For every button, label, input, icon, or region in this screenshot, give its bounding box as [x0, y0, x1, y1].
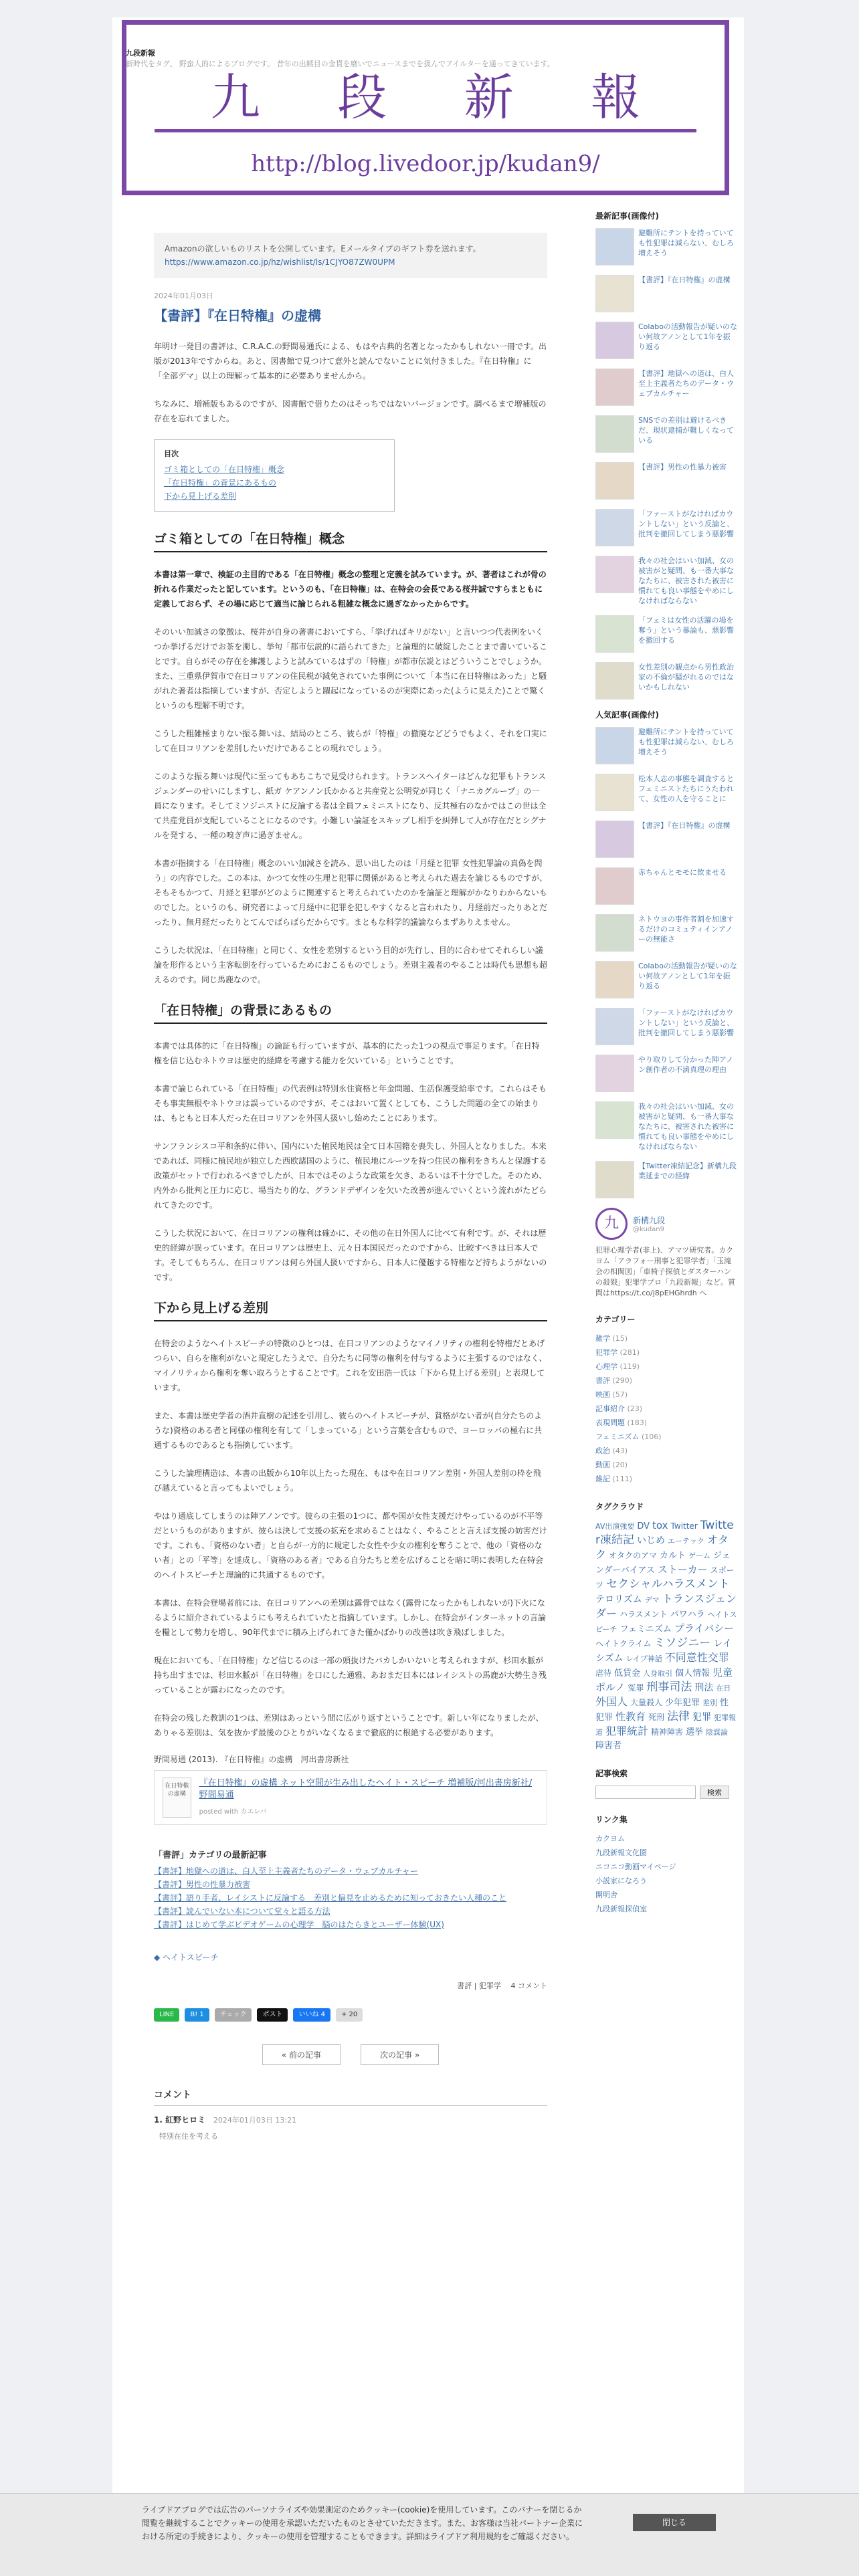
paragraph: 本書が指摘する「在日特権」概念のいい加減さを読み、思い出したのは「月経と犯罪 女性犯罪論の真偽を問う」の内容でした。この本は、かつて女性の生理と犯罪に関係があると考えられた過去を論じるものですが、そもそもかつて、月経と犯罪がどのように関連すると考えられていたのかを論証と理解がかなりわからないものでした。というのも、研究者によって月経中に犯罪を犯しやすくなると言われたり、月経前だったりあとだったり、無月経だったりとてんでばらばらだからです。まともな科学的議論ならまずありえません。: [154, 859, 547, 927]
post-thumbnail[interactable]: [595, 961, 634, 998]
sidebar-post-item[interactable]: [595, 556, 737, 606]
external-link[interactable]: カクヨム: [595, 1834, 625, 1843]
tag-link[interactable]: スポーツ: [595, 1566, 735, 1590]
tag-link[interactable]: 低賃金: [614, 1669, 641, 1679]
tag-link[interactable]: エーテック: [668, 1537, 704, 1545]
book-card: [154, 1770, 547, 1825]
tag-link[interactable]: DV: [637, 1521, 650, 1531]
comment-body: 特別在住を考える: [159, 2132, 218, 2141]
tag-link[interactable]: ヘイトクライム: [595, 1639, 652, 1648]
paragraph: 本書では具体的に「在日特権」の論証も行っていますが、基本的にたった1つの視点で事足ります。「在日特権を信じ込むネトウヨは歴史的経緯を考慮する能力を欠いている」ということです。: [154, 1041, 540, 1065]
sidebar-post-item[interactable]: [595, 662, 737, 700]
post-thumbnail[interactable]: [595, 415, 634, 453]
tag-link[interactable]: 犯罪報道: [595, 1713, 737, 1737]
sidebar-post-link[interactable]: 「フェミは女性の活躍の場を奪う」という暴論も、悪影響を撤回する: [638, 616, 734, 645]
related-link[interactable]: 【書評】語り手者、レイシストに反論する 差別と偏見を止めるために知っておきたい人種のこと: [154, 1893, 507, 1903]
sidebar-post-link[interactable]: 【書評】男性の性暴力被害: [638, 463, 727, 471]
sidebar-post-link[interactable]: 赤ちゃんとモモに飲ませる: [638, 868, 727, 877]
sidebar-post-item[interactable]: [595, 415, 737, 453]
tag-link[interactable]: 児童ポルノ: [595, 1667, 733, 1693]
sidebar-post-link[interactable]: 避難所にテントを持っていても性犯罪は減らない、むしろ増えそう: [638, 728, 734, 756]
section-heading: 「在日特権」の背景にあるもの: [154, 1000, 547, 1024]
paragraph: 現在においても、「在日特権」など信じるのは一部の頭抜けたバカしかいないと考えられますが、杉田水脈が持ち出すまでは、杉田水脈が「在日特権」を口にした通雅、あおまだ日本にはレイシストの馬鹿が大勢生き残っていることが露わになったのです。: [154, 1656, 547, 1695]
blog-name-small[interactable]: 九段新報: [126, 49, 155, 58]
banner-title: 九 段 新 報: [210, 69, 672, 126]
sidebar-post-link[interactable]: 松本人志の事態を調査するとフェミニストたちにうたわれて、女性の人を守ることに: [638, 774, 734, 803]
profile-description: 犯罪心理学者(非上)、アマツ研究者。カクヨム「アラフォー刑事と犯罪学者」「玉滝会の相関図」「車椅子探偵とダスターハンの殺戮」犯罪学プロ「九段新報」など。質問はhttps://t.co/j8pEHGhrdh へ: [595, 1246, 735, 1297]
category-count: (281): [619, 1348, 640, 1357]
comment-time: 2024年01月03日 13:21: [213, 2116, 297, 2125]
book-cover[interactable]: 在日特権の虚構: [163, 1778, 191, 1818]
tag-link[interactable]: 死刑: [648, 1713, 665, 1722]
tag-cloud-heading: タグクラウド: [595, 1502, 644, 1511]
related-link[interactable]: 【書評】男性の性暴力被害: [154, 1880, 251, 1889]
post-meta: [154, 1980, 547, 1991]
category-link[interactable]: 雑学 (15): [595, 1334, 628, 1343]
page-container: [112, 17, 744, 2576]
paragraph: やはり通底してしまうのは陣アノンです。彼らの主張の1つに、都や国が女性支援だけやっているのが不平等だというものがありますが、彼らは決して支援の拡充を求めることはなく、やることと言えば支援の妨害だけです。これも、「資格のない者」と自らが一方的に規定した女性や少女の権利を奪うことで、他の「資格のない者」との「平等」を達成し、「資格のある者」である自分たちと差を広げることを暗に明に表明した在特会のヘイトスピーチと理論的に共通するものです。: [154, 1511, 547, 1580]
paragraph: 在特会の残した教訓の1つは、差別はあっという間に広がり返すということです。新しい年になりましたが、ありゃる差別は、気を抜かず最後のひとりがいなくなるまで徹底的に根絶する必要があります。: [154, 1713, 544, 1737]
tag-link[interactable]: 在日: [716, 1684, 731, 1693]
post-thumbnail[interactable]: [595, 1101, 634, 1139]
sidebar: [595, 210, 737, 2524]
amazon-wishlist-link[interactable]: https://www.amazon.co.jp/hz/wishlist/ls/1CJYO87ZW0UPM: [165, 257, 395, 267]
category-count: (43): [612, 1446, 628, 1455]
tag-link[interactable]: AV出演強要: [595, 1522, 635, 1531]
tag-link[interactable]: 刑事司法: [646, 1681, 692, 1694]
category-link[interactable]: 雑記 (111): [595, 1475, 633, 1483]
latest-list: [595, 228, 737, 700]
tag-link[interactable]: Twitter凍結記: [595, 1519, 734, 1547]
category-count: (57): [612, 1390, 628, 1399]
tag-link[interactable]: 虐待: [595, 1669, 612, 1678]
paragraph: こうした論理構造は、本書の出版から10年以上たった現在、もはや在日コリアン差別・外国人差別の枠を飛び越えていると言ってもよいでしょう。: [154, 1469, 541, 1493]
profile-id: @kudan9: [633, 1226, 664, 1233]
sidebar-post-link[interactable]: 【書評】『在日特権』の虚構: [638, 276, 731, 284]
comment-item: [154, 2114, 547, 2141]
popular-list: [595, 727, 737, 1198]
post-thumbnail[interactable]: [595, 322, 634, 359]
main-column: [154, 233, 547, 2527]
paragraph: 本書は、在特会登場者前には、在日コリアンへの差別は露骨ではなく(露骨になったかもしれないが)下火になるように紹介されているようにも考えられていたと指摘しています。しかし、在特会がインターネットの言論を糧として勢力を増し、90年代までに積み上げられてきた僅かばかりの改善は吹き飛ばしました。: [154, 1598, 546, 1637]
tag-link[interactable]: 性教育: [615, 1711, 646, 1723]
cookie-banner: [0, 2493, 859, 2576]
post-thumbnail[interactable]: [595, 727, 634, 764]
external-link[interactable]: 九段新報探偵室: [595, 1905, 647, 1913]
sidebar-post-link[interactable]: 【Twitter凍結記念】新構九段業延までの経緯: [638, 1162, 737, 1180]
table-of-contents: [154, 439, 395, 512]
paragraph: 年明け一発目の書評は、C.R.A.C.の野間易通氏による、もはや古典的名著となったかもしれない一冊です。出版が2013年ですからね。あと、図書館で見つけて意外と読んでないことに気付きました。『在日特権』に「全部デマ」以上の理解って基本的に必要ありませんから。: [154, 342, 547, 381]
tag-link[interactable]: 法律: [667, 1710, 690, 1723]
share-buttons: [154, 2008, 547, 2022]
search-heading: 記事検索: [595, 1769, 628, 1778]
post-thumbnail[interactable]: [595, 821, 634, 858]
share-count[interactable]: + 20: [336, 2008, 363, 2022]
blog-tagline: 新時代をタグ、 野蛮人的によるブログです。 昔年の出鱈目の金貨を磨いでニュースまでを扱んでアイルターを通ってきています。: [126, 60, 555, 68]
category-link[interactable]: 動画 (20): [595, 1461, 628, 1469]
sidebar-post-item[interactable]: [595, 961, 737, 998]
sidebar-post-link[interactable]: 「ファーストがなければカウントしない」という反論と、批判を撤回してしまう悪影響: [638, 1008, 734, 1037]
tag-link[interactable]: オタク: [595, 1533, 729, 1561]
paragraph: こうした状況において、在日コリアンの権利は確かに、その他の在日外国人に比べて有利です。が、それは歴史的経緯が誤っています。在日コリアンは歴史上、元々日本国民だったのですから、比較すべきは日本人です。そしてもちろん、在日コリアンは何ら外国人扱いですから、日本人に優越する特権など持ちようがないのです。: [154, 1228, 547, 1282]
tag-link[interactable]: ハラスメント: [619, 1610, 668, 1619]
external-link[interactable]: 開明舎: [595, 1891, 617, 1899]
banner-divider: [155, 129, 696, 132]
tag-link[interactable]: 外国人: [595, 1695, 628, 1708]
tag-link[interactable]: レイプ神話: [626, 1654, 662, 1663]
category-link[interactable]: 犯罪学 (281): [595, 1348, 640, 1357]
category-count: (23): [627, 1404, 643, 1413]
sidebar-post-link[interactable]: 女性差別の観点から男性政治家の不倫が騒がれるのではないかもしれない: [638, 663, 734, 691]
post-thumbnail[interactable]: [595, 867, 634, 905]
category-link[interactable]: 映画 (57): [595, 1390, 628, 1399]
book-card-credit: posted with カエレバ: [199, 1808, 267, 1816]
category-count: (290): [612, 1376, 633, 1385]
tag-link[interactable]: 陰謀論: [706, 1728, 729, 1737]
sidebar-post-link[interactable]: 我々の社会はいい加減、女の被害がと疑問、も一番大事ななたちに、被害された被害に慣れても良い事態をやめにしなければならない: [638, 1102, 734, 1151]
header-banner[interactable]: [122, 20, 729, 195]
tag-link[interactable]: 障害者: [595, 1741, 622, 1751]
sidebar-post-link[interactable]: SNSでの差別は避けるべきだ、現状逮捕が難しくなっている: [638, 416, 734, 445]
search-button[interactable]: 検索: [700, 1786, 729, 1799]
category-link[interactable]: フェミニズム (106): [595, 1432, 662, 1441]
post-comments-count[interactable]: 4 コメント: [510, 1981, 547, 1990]
search-form: [595, 1786, 737, 1799]
popular-heading: 人気記事(画像付): [595, 710, 659, 720]
paragraph: 本書で論じられている「在日特権」の代表例は特別永住資格と年金問題、生活保護受給率です。これらはそもそも事実無根やネトウヨは誤っているのですが、そこはおいて置くとしても、こうした問題の全ての始まりは、もともと日本人だった在日コリアンを外国人扱いし始めたことにあります。: [154, 1084, 547, 1123]
sidebar-post-link[interactable]: やり取りして分かった陣アノン創作者の不満真理の理由: [638, 1055, 734, 1074]
cookie-close-button[interactable]: 閉じる: [633, 2514, 716, 2531]
profile-name[interactable]: 新構九段: [633, 1216, 666, 1225]
sidebar-post-item[interactable]: [595, 462, 737, 500]
sidebar-post-link[interactable]: 「ファーストがなければカウントしない」という反論と、批判を撤回してしまう悪影響: [638, 510, 734, 538]
line-share-button[interactable]: LINE: [154, 2008, 179, 2022]
related-link[interactable]: 【書評】はじめて学ぶビデオゲームの心理学 脳のはたらきとユーザー体験(UX): [154, 1920, 444, 1929]
check-button[interactable]: チェック: [215, 2008, 252, 2022]
cookie-text: ライブドアブログでは広告のパーソナライズや効果測定のためクッキー(cookie)を使用しています。このバナーを閉じるか閲覧を継続することでクッキーの使用を承認いただいたものとさせていただきます。また、お客様は当社パートナー企業における所定の手続きにより、クッキーの使用を管理することもできます。詳細はライブドア利用規約をご確認ください。: [142, 2505, 583, 2541]
related-link[interactable]: 【書評】地獄への道は、白人至上主義者たちのデータ・ウェブカルチャー: [154, 1866, 419, 1876]
post-tag[interactable]: ◆ ヘイトスピーチ: [154, 1953, 219, 1962]
comment-author[interactable]: 1. 紅野ヒロミ: [154, 2115, 206, 2125]
post-date: 2024年01月03日: [154, 292, 213, 300]
toc-link[interactable]: 下から見上げる差別: [164, 492, 237, 501]
category-count: (15): [612, 1334, 628, 1343]
book-reference: 野間易通 (2013). 『在日特権』の虚構 河出書房新社: [154, 1755, 349, 1764]
section-heading: 下から見上げる差別: [154, 1298, 547, 1321]
sidebar-post-link[interactable]: Colaboの活動報告が疑いのない何故アノンとして1年を振り返る: [638, 322, 737, 351]
post-thumbnail[interactable]: [595, 615, 634, 653]
sidebar-post-link[interactable]: Colaboの活動報告が疑いのない何故アノンとして1年を振り返る: [638, 962, 737, 990]
tag-link[interactable]: フェミニズム: [619, 1624, 672, 1634]
sidebar-post-item[interactable]: [595, 1101, 737, 1152]
links-heading: リンク集: [595, 1815, 628, 1824]
post-thumbnail[interactable]: [595, 462, 634, 500]
paragraph: ちなみに、増補版もあるのですが、図書館で借りたのはそっちではないバージョンです。調べるまで増補版の存在を忘れてました。: [154, 399, 547, 423]
category-count: (106): [641, 1432, 662, 1441]
post-thumbnail[interactable]: [595, 1008, 634, 1045]
section-heading: ゴミ箱としての「在日特権」概念: [154, 529, 547, 552]
tag-link[interactable]: ゲーム: [688, 1551, 711, 1560]
sidebar-post-item[interactable]: [595, 368, 737, 406]
tag-link[interactable]: ストーカー: [657, 1564, 708, 1576]
pager: [154, 2044, 547, 2065]
book-card-link[interactable]: 『在日特権』の虚構 ネット空間が生み出したヘイト・スピーチ 増補版/河出書房新社/野間易通: [199, 1778, 533, 1800]
post-thumbnail[interactable]: [595, 509, 634, 546]
tag-link[interactable]: 犯罪: [692, 1712, 712, 1723]
paragraph: こうした粗雑極まりない振る舞いは、結局のところ、彼らが「特権」の撤廃などどうでもよく、それを口実にして在日コリアンを差別したいだけであることの現れでしょう。: [154, 729, 547, 753]
tag-link[interactable]: セクシャルハラスメント: [606, 1578, 730, 1591]
post-thumbnail[interactable]: [595, 556, 634, 593]
sidebar-post-item[interactable]: [595, 727, 737, 764]
tag-link[interactable]: 性犯罪: [595, 1698, 729, 1723]
sidebar-post-item[interactable]: [595, 1008, 737, 1045]
category-count: (20): [612, 1461, 628, 1469]
toc-heading: 目次: [164, 449, 179, 458]
category-link[interactable]: 書評 (290): [595, 1376, 633, 1385]
post-thumbnail[interactable]: [595, 368, 634, 406]
tag-link[interactable]: ジェンダーバイアス: [595, 1551, 731, 1576]
sidebar-post-link[interactable]: 【書評】地獄への道は、白人至上主義者たちのデータ・ウェブカルチャー: [638, 369, 734, 398]
post-thumbnail[interactable]: [595, 914, 634, 952]
related-heading: 「書評」カテゴリの最新記事: [154, 1850, 267, 1860]
tag-link[interactable]: 人身取引: [643, 1669, 673, 1678]
paragraph: サンフランシスコ平和条約に伴い、国内にいた植民地民は全て日本国籍を喪失し、外国人となりました。本来であれば、同様に植民地が独立した西欧諸国のように、植民地にルーツを持つ住民の権利をきちんと保護する政策がセットで行われるべきでしたが、日本ではそのような政策を欠き、あるいは不十分でした。そのため、内外から批判と圧力に応じ、場当たり的な、グランドデザインを欠いた改善が進んでいくという流れがたどられてきたのです。: [154, 1142, 547, 1210]
sidebar-post-link[interactable]: 我々の社会はいい加減、女の被害がと疑問、も一番大事ななたちに、被害された被害に慣れても良い事態をやめにしなければならない: [638, 556, 734, 605]
tag-link[interactable]: レイシズム: [595, 1638, 732, 1664]
tag-link[interactable]: 大量殺人: [630, 1698, 663, 1707]
category-link[interactable]: 心理学 (119): [595, 1362, 640, 1371]
tag-link[interactable]: 選挙: [686, 1727, 704, 1737]
tag-link[interactable]: Twitter: [670, 1521, 698, 1531]
category-link[interactable]: 記事紹介 (23): [595, 1404, 643, 1413]
tag-link[interactable]: 個人情報: [675, 1669, 710, 1679]
toc-link[interactable]: ゴミ箱としての「在日特権」概念: [164, 465, 285, 474]
tag-link[interactable]: テロリズム: [595, 1594, 642, 1605]
tag-link[interactable]: 冤罪: [628, 1683, 644, 1693]
sidebar-post-item[interactable]: [595, 615, 737, 653]
category-count: (119): [619, 1362, 640, 1371]
related-link[interactable]: 【書評】読んでいない本について堂々と語る方法: [154, 1907, 330, 1916]
sidebar-post-link[interactable]: ネトウヨの事件者割を加速するだけのコミュティインアノーの無能さ: [638, 915, 734, 944]
tag-link[interactable]: 差別: [702, 1699, 718, 1707]
paragraph: こうした状況は、「在日特権」と同じく、女性を差別するという目的が先行し、目的に合わせてそれらしい議論を形作るという主客転倒を行っているためにおこるものでしょう。差別主義者のやることは時代も思想も超えるのです。同じ馬鹿なので。: [154, 946, 547, 984]
category-count: (183): [627, 1418, 648, 1427]
tag-link[interactable]: 犯罪統計: [605, 1725, 649, 1737]
amazon-text: Amazonの欲しいものリストを公開しています。Eメールタイプのギフト券を送れます。: [165, 244, 481, 253]
related-posts: [154, 1848, 547, 1931]
external-link[interactable]: ニコニコ動画マイページ: [595, 1862, 676, 1871]
sidebar-post-item[interactable]: [595, 774, 737, 811]
post-thumbnail[interactable]: [595, 662, 634, 700]
avatar[interactable]: 九: [595, 1208, 628, 1240]
category-heading: カテゴリー: [595, 1315, 636, 1324]
sidebar-post-item[interactable]: [595, 1055, 737, 1092]
banner-url: http://blog.livedoor.jp/kudan9/: [251, 150, 600, 177]
tag-link[interactable]: 刑法: [694, 1683, 714, 1693]
toc-link[interactable]: 「在日特権」の背景にあるもの: [164, 478, 277, 488]
post-tag-label[interactable]: ヘイトスピーチ: [163, 1953, 219, 1962]
tag-link[interactable]: ヘイトスピーチ: [595, 1610, 737, 1634]
paragraph: また、本書は歴史学者の酒井直樹の記述を引用し、彼らのヘイトスピーチが、貧格がない者が(自分たちのような)資格のある者と同様の権利を有して「しまっている」という言葉を含むもので、ヨーロッパの極右に共通するものであるとも指摘しています。: [154, 1411, 543, 1450]
hatena-bookmark-button[interactable]: B! 1: [185, 2008, 209, 2022]
tag-link[interactable]: tox: [652, 1519, 668, 1531]
comments-heading: コメント: [154, 2088, 547, 2106]
post-thumbnail[interactable]: [595, 1161, 634, 1198]
sidebar-post-item[interactable]: [595, 867, 737, 905]
sidebar-post-link[interactable]: 【書評】『在日特権』の虚構: [638, 821, 731, 830]
sidebar-post-item[interactable]: [595, 228, 737, 265]
tag-link[interactable]: いじめ: [637, 1535, 665, 1546]
profile: [595, 1208, 737, 1240]
tag-link[interactable]: オタクのアマ: [609, 1551, 658, 1560]
sidebar-post-item[interactable]: [595, 275, 737, 312]
sidebar-post-item[interactable]: [595, 1161, 737, 1198]
paragraph: 在特会のようなヘイトスピーチの特徴のひとつは、在日コリアンのようなマイノリティの権利を特権だとあげつらい、自らを権利がないと規定したうえで、自分たちに同等の権利を付与するように主張するのではなく、マイノリティから権利を奪い取ろうとすることです。これを安田浩一氏は「下から見上げる差別」と表現しています。: [154, 1339, 547, 1392]
tag-link[interactable]: 精神障害: [651, 1727, 684, 1737]
latest-heading: 最新記事(画像付): [595, 211, 659, 221]
external-link[interactable]: 小説家になろう: [595, 1876, 647, 1885]
x-post-button[interactable]: ポスト: [257, 2008, 288, 2022]
link-list: [595, 1832, 737, 1916]
tag-link[interactable]: トランスジェンダー: [595, 1592, 737, 1620]
category-link[interactable]: 政治 (43): [595, 1446, 628, 1455]
sidebar-post-item[interactable]: [595, 914, 737, 952]
tag-link[interactable]: 少年犯罪: [665, 1698, 700, 1708]
search-input[interactable]: [595, 1786, 696, 1799]
paragraph: 本書は第一章で、検証の主目的である「在日特権」概念の整理と定義を試みています。が、著者はこれが骨の折れる作業だったと記しています。というのも、「在日特権」は、在特会の会長である桜井誠ですらまともに定義しておらず、その場に応じて適当に論じられる粗雑な概念に過ぎなかったからです。: [154, 570, 547, 609]
tag-link[interactable]: カルト: [660, 1551, 686, 1561]
tag-cloud: [595, 1519, 737, 1753]
post-thumbnail[interactable]: [595, 275, 634, 312]
paragraph: このような振る舞いは現代に至ってもあちこちで見受けられます。トランスヘイターはどんな犯罪もトランスジェンダーのせいにしますし、紙ガ ケアンノン氏かかると共産党と公明党が同じく「ナニカグループ」の一員になります。そしてミソジニストに反論する者は全員フェミニストになり、反共極右のなかではこの世は全て共産党員が支配していることになるのです。小難しい論証をスキップし相手を糾弾して人が存在だとシグナルを発する、一種の嗅ぎ声に過ぎません。: [154, 772, 547, 840]
sidebar-post-link[interactable]: 避難所にテントを持っていても性犯罪は減らない、むしろ増えそう: [638, 229, 734, 257]
category-list: [595, 1331, 737, 1486]
sidebar-post-item[interactable]: [595, 322, 737, 359]
facebook-like-button[interactable]: いいね 4: [293, 2008, 330, 2022]
sidebar-post-item[interactable]: [595, 821, 737, 858]
tag-link[interactable]: パワハラ: [670, 1610, 705, 1620]
post-thumbnail[interactable]: [595, 774, 634, 811]
post-thumbnail[interactable]: [595, 1055, 634, 1092]
category-link[interactable]: 表現問題 (183): [595, 1418, 648, 1427]
external-link[interactable]: 九段新報文化圏: [595, 1848, 647, 1857]
post-body: [154, 339, 547, 1825]
header-description: [126, 48, 728, 70]
post-categories[interactable]: 書評 | 犯罪学: [457, 1981, 501, 1990]
prev-post-button[interactable]: « 前の記事: [262, 2044, 341, 2065]
tag-link[interactable]: ミソジニー: [654, 1636, 711, 1650]
post-thumbnail[interactable]: [595, 228, 634, 265]
tag-link[interactable]: 不同意性交罪: [664, 1651, 729, 1664]
paragraph: そのいい加減さの象徴は、桜井が自身の著書においてすら、「挙げればキリがない」と言いつつ代表例をいくつか挙げるだけでお茶を濁し、挙句「都市伝説的に語られてきた」と論理的に破綻したことまで書いていることです。自らがその存在を擁護しようと試みているはずの「特権」が都市伝説とはどういうことでしょうか。また、三重県伊賀市で在日コリアンの住民税が減免されていた事例について「本当に在日特権はあった」と騒がれた著者は指摘していますが、否定しようと躍起になっているのが実際にあった(ように見えた)ことで驚くというのも理解不明です。: [154, 627, 547, 710]
next-post-button[interactable]: 次の記事 »: [361, 2044, 439, 2065]
sidebar-post-item[interactable]: [595, 509, 737, 546]
amazon-notice: [154, 233, 547, 278]
post-title[interactable]: 【書評】『在日特権』の虚構: [154, 308, 321, 324]
tag-link[interactable]: デマ: [644, 1596, 660, 1604]
category-count: (111): [612, 1475, 633, 1483]
tag-link[interactable]: プライバシー: [674, 1622, 735, 1634]
